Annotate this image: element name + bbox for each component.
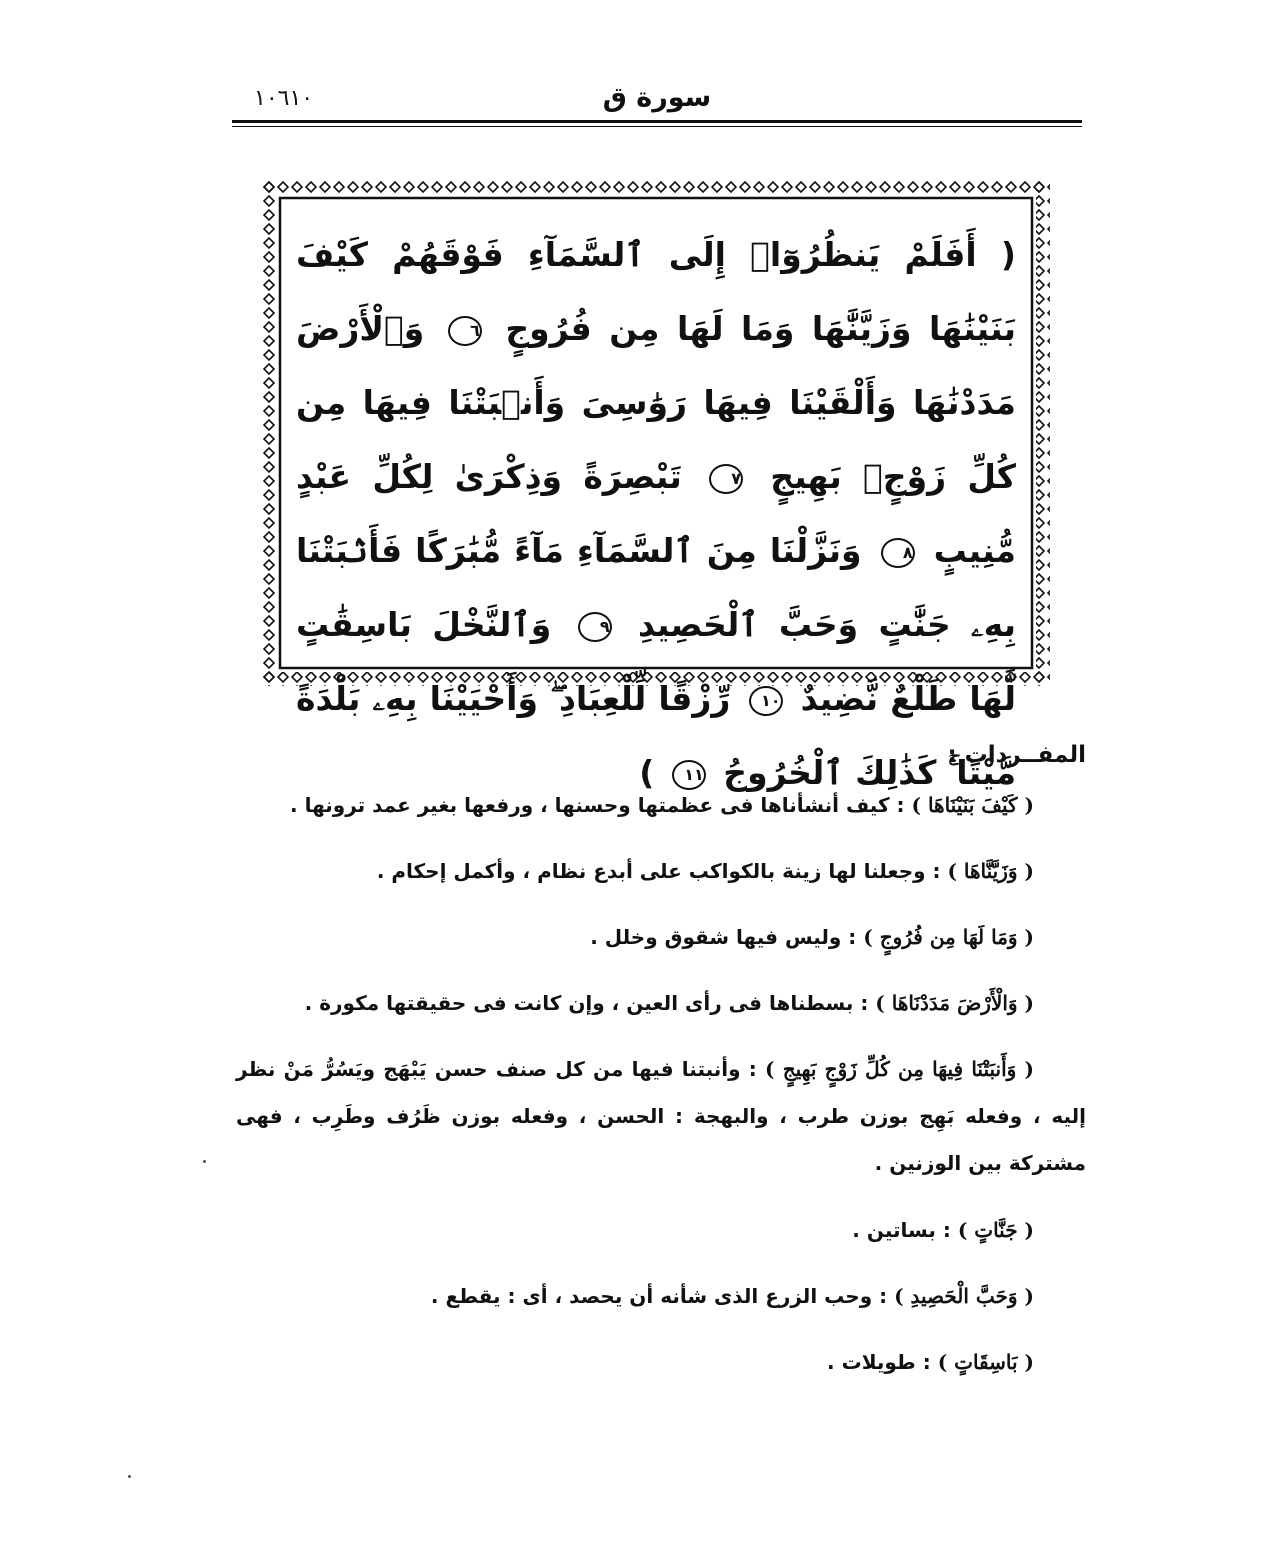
- page-number: ١٠٦١٠: [254, 86, 314, 111]
- verse-text: [296, 218, 1016, 792]
- vocabulary-entry: [236, 1207, 1086, 1253]
- vocabulary-entry: [236, 914, 1086, 960]
- verse: تَبْصِرَةً وَذِكْرَىٰ لِكُلِّ عَبْدٍ مُّنِيبٍ: [296, 457, 1016, 570]
- entry-meaning: : وجعلنا لها زينة بالكواكب على أبدع نظام ، وأكمل إحكام .: [376, 859, 948, 883]
- vocabulary-entry: [236, 1339, 1086, 1385]
- header-rule: [232, 120, 1082, 123]
- entry-meaning: : بسطناها فى رأى العين ، وإن كانت فى حقيقتها مكورة .: [304, 991, 876, 1015]
- header-rule-thin: [232, 126, 1082, 127]
- entry-meaning: : وحب الزرع الذى شأنه أن يحصد ، أى : يقطع .: [430, 1284, 895, 1308]
- scan-speck: [128, 1475, 131, 1478]
- ayah-number-marker: ٨: [881, 538, 915, 568]
- vocabulary-entry: [236, 1273, 1086, 1319]
- vocabulary-entry: [236, 980, 1086, 1026]
- scan-speck: [203, 1160, 206, 1163]
- ayah-number-marker: ٦: [448, 316, 482, 346]
- vocabulary-heading: المفــردات :: [947, 742, 1086, 768]
- entry-term: ( بَاسِقَاتٍ ): [937, 1350, 1034, 1374]
- verse: رِّزْقًا لِّلْعِبَادِ ۖ وَأَحْيَيْنَا بِهِۦ بَلْدَةً مَّيْتًا ۚ كَذَٰلِكَ ٱلْخُرُوجُ: [296, 679, 1016, 792]
- ayah-number-marker: ١١: [672, 760, 706, 790]
- vocabulary-entry: [236, 1046, 1086, 1187]
- closing-parenthesis: ): [639, 753, 655, 792]
- ayah-number-marker: ٧: [709, 464, 743, 494]
- verse: وَٱلنَّخْلَ بَاسِقَٰتٍ لَّهَا طَلْعٌ نَّضِيدٌ: [296, 605, 1016, 718]
- entry-meaning: : كيف أنشأناها فى عظمتها وحسنها ، ورفعها بغير عمد ترونها .: [290, 793, 912, 817]
- verse: وَنَزَّلْنَا مِنَ ٱلسَّمَآءِ مَآءً مُّبَٰرَكًا فَأَنۢبَتْنَا بِهِۦ جَنَّٰتٍ وَحَبَّ ٱلْحَصِيدِ: [296, 531, 1016, 644]
- verse: وَٱلْأَرْضَ مَدَدْنَٰهَا وَأَلْقَيْنَا فِيهَا رَوَٰسِىَ وَأَنۢبَتْنَا فِيهَا مِن كُلِّ زَوْجٍۭ بَهِيجٍ: [296, 309, 1016, 496]
- entry-meaning: : وليس فيها شقوق وخلل .: [590, 925, 864, 949]
- entry-term: ( وَزَيَّنَّاهَا ): [947, 859, 1034, 883]
- entry-meaning: : وأنبتنا فيها من كل صنف حسن يَبْهَج ويَسُرُّ مَنْ نظر إليه ، وفعله بَهِج بوزن طرب ، والبهجة : الحسن ، وفعله بوزن ظَرُف وطَرِب ، فهى مشتركة بين الوزنين .: [236, 1057, 1086, 1175]
- entry-term: ( وَحَبَّ الْحَصِيدِ ): [894, 1284, 1034, 1308]
- ayah-number-marker: ١٠: [749, 686, 783, 716]
- surah-title: سورة ق: [602, 82, 712, 113]
- entry-meaning: : طويلات .: [827, 1350, 938, 1374]
- vocabulary-entry: [236, 782, 1086, 828]
- vocabulary-entry: [236, 848, 1086, 894]
- entry-term: ( كَيْفَ بَنَيْنَاهَا ): [911, 793, 1034, 817]
- entry-term: ( وَالْأَرْضَ مَدَدْنَاهَا ): [875, 991, 1034, 1015]
- verse: ( أَفَلَمْ يَنظُرُوٓا۟ إِلَى ٱلسَّمَآءِ فَوْقَهُمْ كَيْفَ بَنَيْنَٰهَا وَزَيَّنَّٰهَا وَمَا لَهَا مِن فُرُوجٍ: [296, 235, 1016, 348]
- entry-term: ( وَمَا لَهَا مِن فُرُوجٍ ): [863, 925, 1034, 949]
- vocabulary-section: [236, 742, 1086, 1405]
- page-header: [232, 80, 1082, 128]
- entry-term: ( جَنَّاتٍ ): [957, 1218, 1034, 1242]
- entry-meaning: : بساتين .: [852, 1218, 958, 1242]
- entry-term: ( وَأَنبَتْنَا فِيهَا مِن كُلِّ زَوْجٍ بَهِيجٍ ): [765, 1057, 1034, 1081]
- ayah-number-marker: ٩: [578, 612, 612, 642]
